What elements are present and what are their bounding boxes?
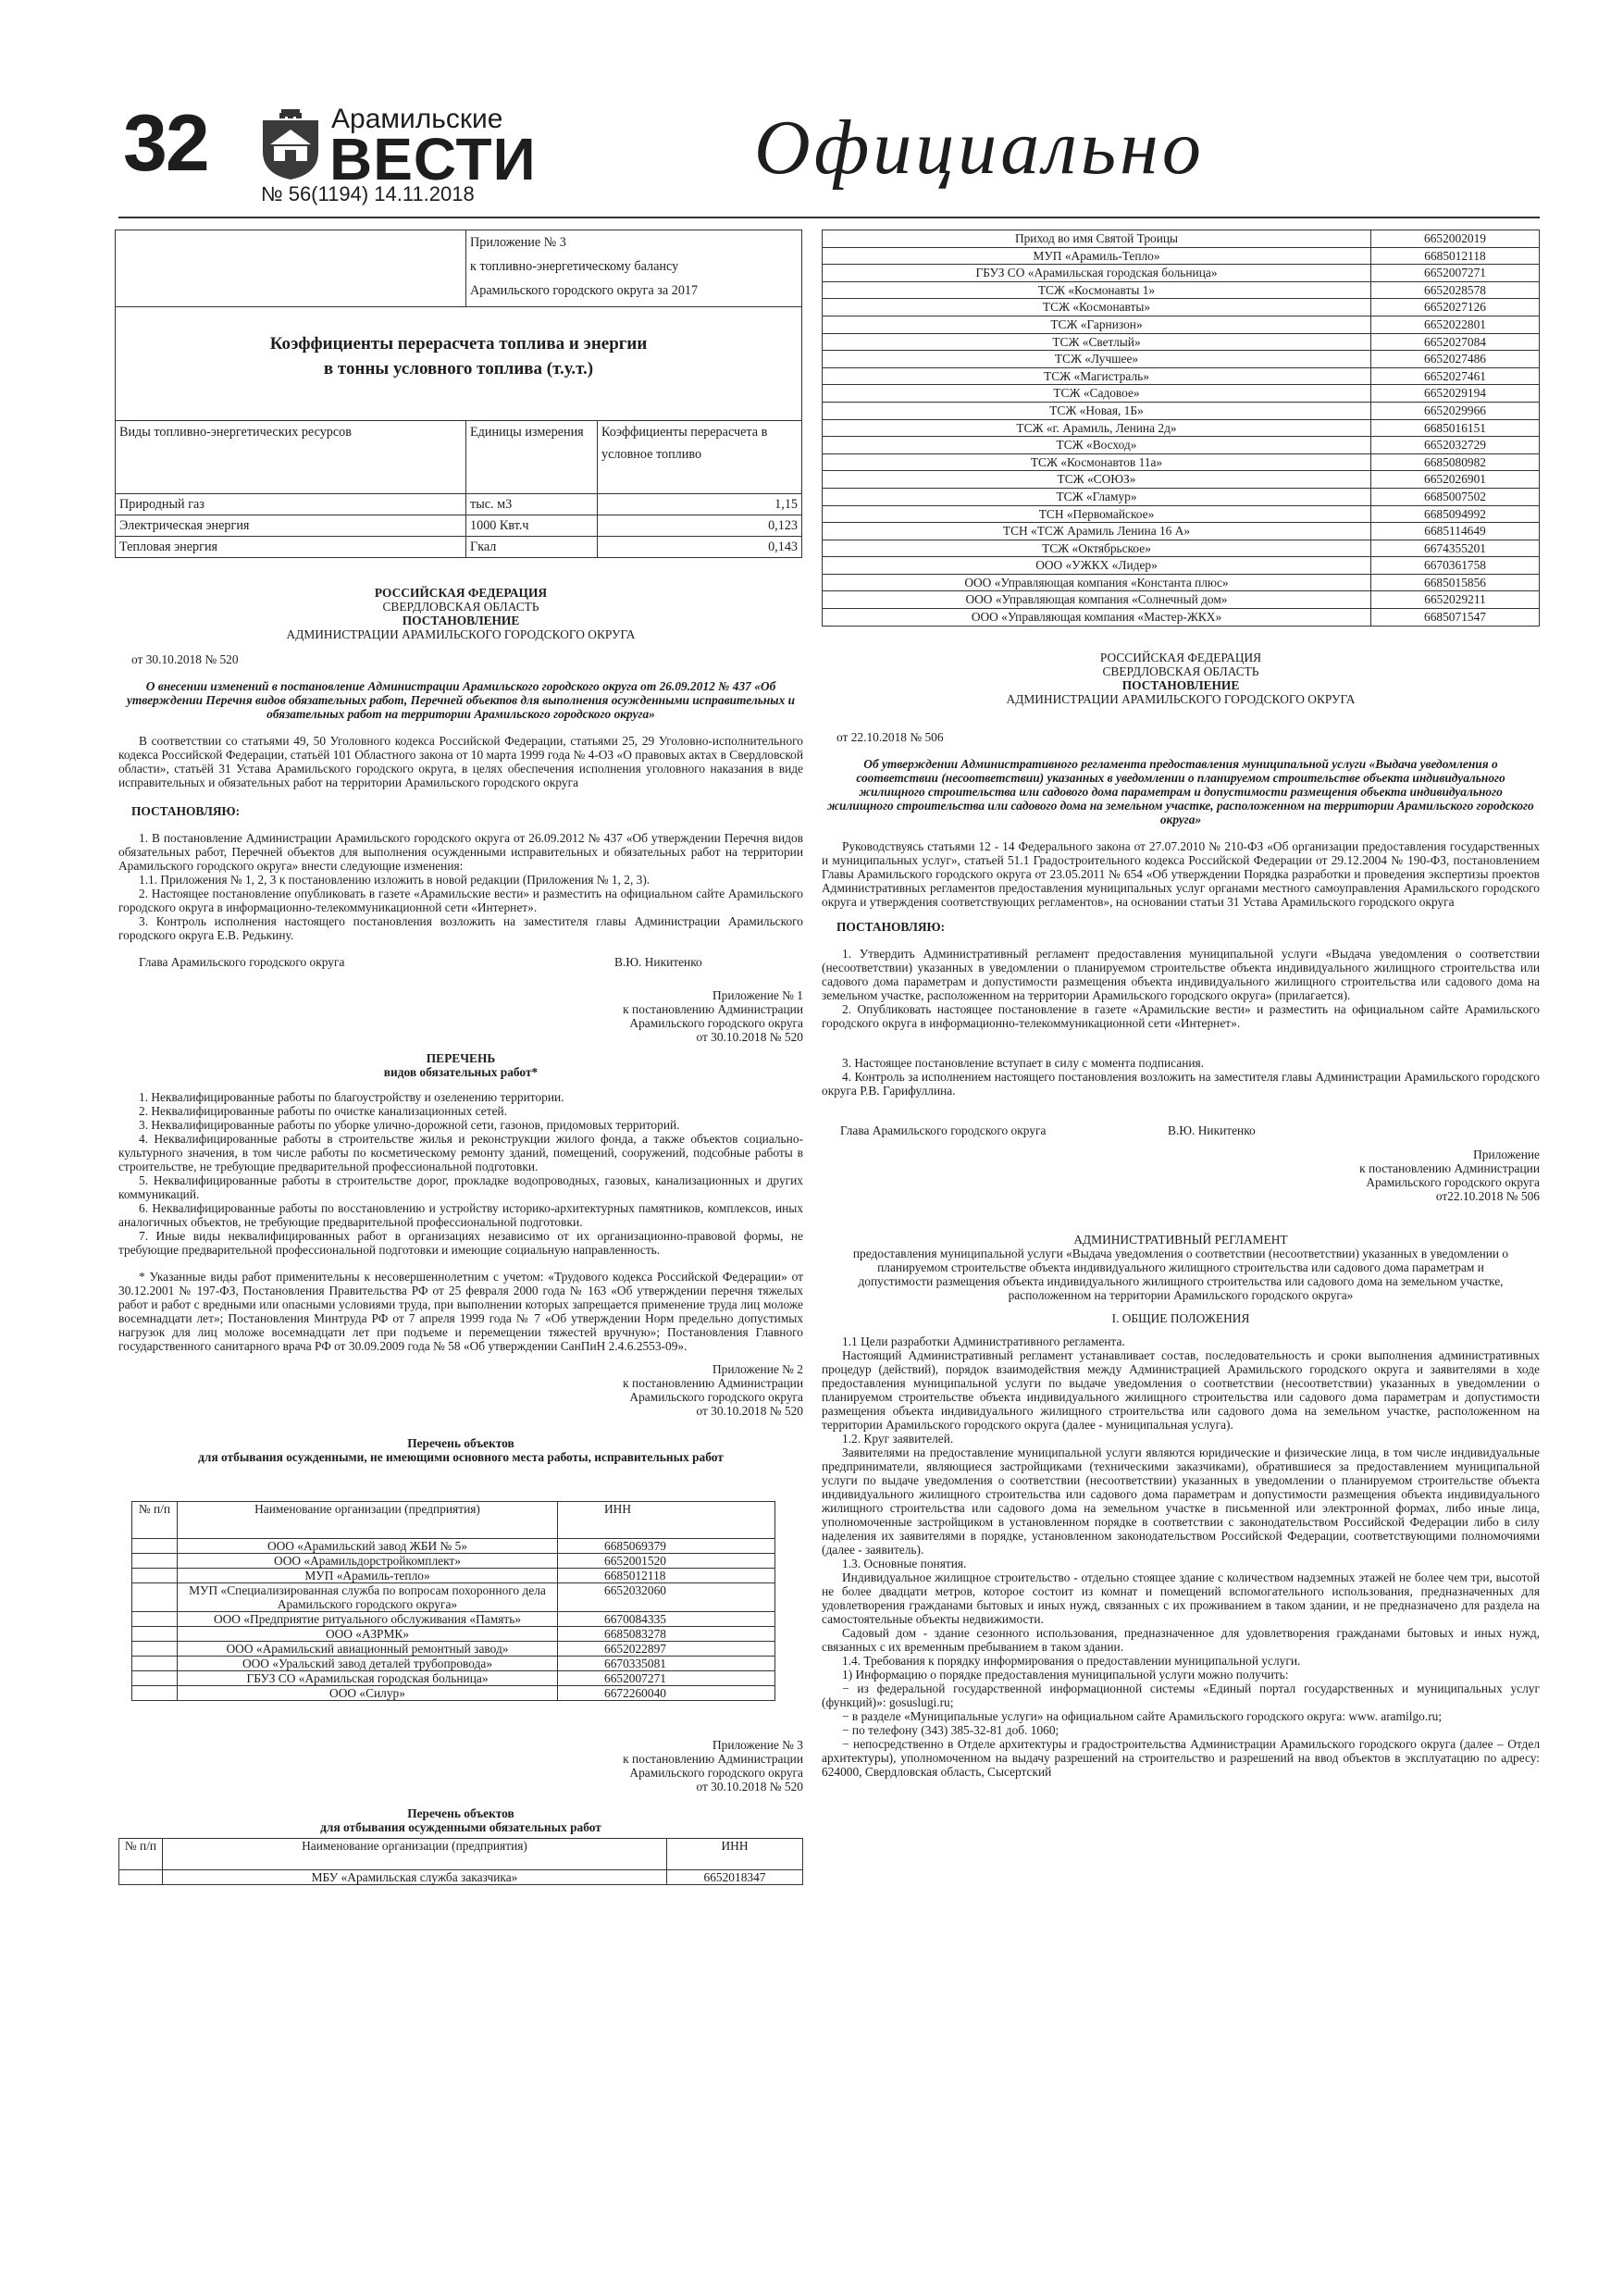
cell-name: ТСЖ «Космонавтов 11а» <box>823 453 1371 471</box>
decree520-date: от 30.10.2018 № 520 <box>131 652 239 666</box>
header-cell: ИНН <box>558 1502 775 1539</box>
table-row <box>823 367 1540 385</box>
cell-name: ООО «Арамильский авиационный ремонтный завод» <box>178 1642 558 1657</box>
app2-table <box>131 1501 775 1701</box>
title-line: Перечень объектов <box>407 1436 514 1450</box>
note-line: к постановлению Администрации <box>623 1002 803 1016</box>
decree506-date: от 22.10.2018 № 506 <box>836 729 944 744</box>
decree520-signature <box>118 955 803 970</box>
cell-name: ТСН «Первомайское» <box>823 505 1371 523</box>
cell-inn: 6685071547 <box>1371 609 1540 627</box>
page-number: 32 <box>123 99 208 188</box>
header-cell: Наименование организации (предприятия) <box>178 1502 558 1539</box>
header-line: АДМИНИСТРАЦИИ АРАМИЛЬСКОГО ГОРОДСКОГО ОКРУГА <box>286 627 636 641</box>
cell-inn: 6652002019 <box>1371 230 1540 248</box>
cell-no <box>132 1569 178 1583</box>
table-row <box>132 1612 775 1627</box>
cell-inn: 6652028578 <box>1371 281 1540 299</box>
cell-no <box>132 1583 178 1612</box>
app3-note <box>118 1738 803 1793</box>
app2-note <box>118 1362 803 1418</box>
decree506-item: 4. Контроль за исполнением настоящего постановления возложить на заместителя главы Администрации Арамильского городского округа Р.В. Гарифуллина. <box>822 1069 1540 1098</box>
cell-inn: 6685007502 <box>1371 488 1540 505</box>
energy-cell: 0,123 <box>598 515 802 537</box>
regulation-title: АДМИНИСТРАТИВНЫЙ РЕГЛАМЕНТ <box>1073 1232 1288 1247</box>
energy-note-line: к топливно-энергетическому балансу <box>470 259 679 274</box>
note-line: Приложение <box>1473 1147 1540 1161</box>
table-row <box>823 281 1540 299</box>
cell-name: МУП «Специализированная служба по вопросам похоронного дела Арамильского городского округа» <box>178 1583 558 1612</box>
app1-item: 5. Неквалифицированные работы в строительстве дорог, прокладке водопроводных, газовых, канализационных и других коммуникаций. <box>118 1173 803 1201</box>
header-line: СВЕРДЛОВСКАЯ ОБЛАСТЬ <box>1102 664 1259 678</box>
cell-name: ТСЖ «Садовое» <box>823 385 1371 403</box>
header-line: СВЕРДЛОВСКАЯ ОБЛАСТЬ <box>382 600 539 614</box>
note-line: Приложение № 1 <box>712 988 803 1002</box>
cell-name: ООО «Арамильский завод ЖБИ № 5» <box>178 1539 558 1554</box>
cell-name: ООО «Управляющая компания «Константа плюс» <box>823 574 1371 591</box>
table-row <box>823 299 1540 316</box>
header-line: РОССИЙСКАЯ ФЕДЕРАЦИЯ <box>1099 650 1262 664</box>
header-cell: Виды топливно-энергетических ресурсов <box>116 421 466 494</box>
cell-inn: 6652032729 <box>1371 437 1540 454</box>
regulation-section: I. ОБЩИЕ ПОЛОЖЕНИЯ <box>1111 1310 1250 1325</box>
regulation-para: − непосредственно в Отделе архитектуры и градостроительства Администрации Арамильского городского округа (далее – Отдел архитектуры), уполномоченном на выдачу разрешений на строительство и разрешений на ввод объектов в эксплуатацию по адресу: 624000, Свердловская область, Сысертский <box>822 1736 1540 1779</box>
table-row <box>823 488 1540 505</box>
cell-name: ГБУЗ СО «Арамильская городская больница» <box>823 265 1371 282</box>
cell-name: ТСЖ «Светлый» <box>823 333 1371 351</box>
cell-inn: 6652007271 <box>558 1671 775 1686</box>
energy-cell: Электрическая энергия <box>116 515 466 537</box>
regulation-para: Садовый дом - здание сезонного использования, предназначенное для удовлетворения гражданами бытовых и иных нужд, связанных с их временным пребыванием в таком здании. <box>822 1625 1540 1654</box>
app1-item: 2. Неквалифицированные работы по очистке канализационных сетей. <box>139 1104 508 1118</box>
cell-inn: 6652026901 <box>1371 471 1540 489</box>
table-row <box>823 351 1540 368</box>
header-line: ПОСТАНОВЛЕНИЕ <box>1121 677 1240 692</box>
signature-name: В.Ю. Никитенко <box>1168 1123 1256 1137</box>
signature-role: Глава Арамильского городского округа <box>139 955 345 969</box>
left-column <box>118 230 803 1885</box>
note-line: Арамильского городского округа <box>629 1016 803 1030</box>
table-row <box>823 265 1540 282</box>
header-line: РОССИЙСКАЯ ФЕДЕРАЦИЯ <box>374 586 548 600</box>
cell-name: ТСЖ «Новая, 1Б» <box>823 402 1371 419</box>
cell-no <box>132 1686 178 1701</box>
cell-name: МУП «Арамиль-Тепло» <box>823 247 1371 265</box>
regulation-para: Настоящий Административный регламент устанавливает состав, последовательность и сроки выполнения административных процедур (действий), порядок взаимодействия между Администрацией Арамильского городского округа и заявителями в ходе предоставления муниципальной услуги по выдаче уведомления о соответствии (несоответствии) указанных в уведомлении о планируемом строительстве объекта индивидуального жилищного строительства или садового дома параметрам и допустимости размещения объекта индивидуального жилищного строительства или садового дома на земельном участке, расположенном на территории Арамильского городского округа (далее - муниципальная услуга). <box>822 1347 1540 1432</box>
table-row <box>132 1671 775 1686</box>
decree520-item: 1. В постановление Администрации Арамильского городского округа от 26.09.2012 № 437 «Об утверждении Перечня видов обязательных работ, Перечней объектов для выполнения осужденными исправительных и обязательных работ на территории Арамильского городского округа» внести следующие изменения: <box>118 831 803 873</box>
cell-name: ООО «Арамильдорстройкомплект» <box>178 1554 558 1569</box>
app1-note <box>118 988 803 1044</box>
energy-cell: тыс. м3 <box>466 494 598 515</box>
cell-inn: 6652032060 <box>558 1583 775 1612</box>
decree520-item: 3. Контроль исполнения настоящего постановления возложить на заместителя главы Администрации Арамильского городского округа Е.В. Редькину. <box>118 914 803 942</box>
cell-inn: 6685083278 <box>558 1627 775 1642</box>
cell-inn: 6685114649 <box>1371 523 1540 540</box>
table-row <box>823 540 1540 557</box>
cell-inn: 6674355201 <box>1371 540 1540 557</box>
energy-cell: 1000 Квт.ч <box>466 515 598 537</box>
note-line: Арамильского городского округа <box>1366 1174 1540 1189</box>
cell-no <box>132 1612 178 1627</box>
cell-name: ТСЖ «Октябрьское» <box>823 540 1371 557</box>
cell-inn: 6672260040 <box>558 1686 775 1701</box>
cell-name: ТСЖ «Гламур» <box>823 488 1371 505</box>
brand-title: ВЕСТИ <box>329 126 537 192</box>
cell-no <box>119 1870 163 1885</box>
energy-cell: 1,15 <box>598 494 802 515</box>
cell-inn: 6670084335 <box>558 1612 775 1627</box>
cell-inn: 6652029966 <box>1371 402 1540 419</box>
table-row <box>132 1583 775 1612</box>
decree520-intro: В соответствии со статьями 49, 50 Уголовного кодекса Российской Федерации, статьями 25, 29 Уголовно-исполнительного кодекса Российской Федерации, статьёй 101 Областного закона от 10 марта 1999 года № 4-ОЗ «О правовых актах в Свердловской области», статьёй 31 Устава Арамильского городского округа, в целях обеспечения исполнения уголовного наказания в виде исправительных и обязательных работ на территории Арамильского городского округа <box>118 734 803 789</box>
header-line: ПОСТАНОВЛЕНИЕ <box>402 614 520 627</box>
table-row <box>823 574 1540 591</box>
table-row <box>132 1539 775 1554</box>
cell-inn: 6685016151 <box>1371 419 1540 437</box>
cell-inn: 6652001520 <box>558 1554 775 1569</box>
signature-role: Глава Арамильского городского округа <box>840 1123 1047 1137</box>
decree506-item: 3. Настоящее постановление вступает в силу с момента подписания. <box>842 1055 1205 1070</box>
decree506-intro: Руководствуясь статьями 12 - 14 Федерального закона от 27.07.2010 № 210-ФЗ «Об организации предоставления государственных и муниципальных услуг», статьей 51.1 Градостроительного кодекса Российской Федерации от 29.12.2004 № 190-ФЗ, постановлением Главы Арамильского городского округа от 23.05.2011 № 654 «Об утверждении Порядка разработки и проведения экспертизы проектов Административных регламентов предоставления муниципальных услуг органами местного самоуправления Арамильского городского округа и утверждения соответствующих регламентов», на основании статьи 31 Устава Арамильского городского округа <box>822 838 1540 909</box>
cell-inn: 6670361758 <box>1371 557 1540 575</box>
app1-footnote: * Указанные виды работ применительны к несовершеннолетним с учетом: «Трудового кодекса Российской Федерации» от 30.12.2001 № 197-ФЗ, Постановления Правительства РФ от 25 февраля 2000 года № 163 «Об утверждении перечня тяжелых работ и работ с вредными или опасными условиями труда, при выполнении которых запрещается применение труда лиц моложе восемнадцати лет»; Постановления Минтруда РФ от 7 апреля 1999 года № 7 «Об утверждении Норм предельно допустимых нагрузок для лиц моложе восемнадцати лет при подъеме и перемещении тяжестей вручную»; Постановления Главного государственного санитарного врача РФ от 30.09.2009 года № 58 «Об утверждении СанПиН 2.4.6.2553-09». <box>118 1270 803 1353</box>
cell-name: МУП «Арамиль-тепло» <box>178 1569 558 1583</box>
note-line: к постановлению Администрации <box>623 1752 803 1766</box>
energy-cell: Тепловая энергия <box>116 537 466 558</box>
cell-inn: 6670335081 <box>558 1657 775 1671</box>
cell-name: ТСЖ «Магистраль» <box>823 367 1371 385</box>
cell-name: ТСН «ТСЖ Арамиль Ленина 16 А» <box>823 523 1371 540</box>
decree506-item: 2. Опубликовать настоящее постановление в газете «Арамильские вести» и разместить на официальном сайте Арамильского городского округа в информационно-телекоммуникационной сети «Интернет». <box>822 1001 1540 1030</box>
decree520-item: 2. Настоящее постановление опубликовать в газете «Арамильские вести» и разместить на официальном сайте Арамильского городского округа в информационно-телекоммуникационной сети «Интернет». <box>118 887 803 914</box>
decree506-note <box>822 1148 1540 1203</box>
note-line: от 30.10.2018 № 520 <box>696 1780 803 1793</box>
decree520-title: О внесении изменений в постановление Администрации Арамильского городского округа от 26.09.2012 № 437 «Об утверждении Перечня видов обязательных работ, Перечней объектов для выполнения осужденными исправительных и обязательных работ на территории Арамильского городского округа» <box>126 679 796 721</box>
note-line: Приложение № 2 <box>712 1362 803 1376</box>
cell-name: ООО «Силур» <box>178 1686 558 1701</box>
regulation-para: Заявителями на предоставление муниципальной услуги являются юридические и физические лица, в том числе индивидуальные предприниматели, являющиеся застройщиками (техническими заказчиками), обратившиеся за предоставлением муниципальной услуги по выдаче уведомления о соответствии (несоответствии) указанных в уведомлении о планируемом строительстве объекта индивидуального жилищного строительства или садового дома параметрам и допустимости размещения объекта индивидуального жилищного строительства или садового дома на земельном участке в письменной или электронной формах, либо иные лица, уполномоченные застройщиком в установленном порядке в соответствии с законодательством Российской Федерации либо в силу наделения их заявителями в порядке, установленном законодательством Российской Федерации, соответствующими полномочиями (далее - заявитель). <box>822 1445 1540 1557</box>
cell-inn: 6652027126 <box>1371 299 1540 316</box>
energy-note-line: Арамильского городского округа за 2017 <box>470 283 699 298</box>
regulation-para: 1.1 Цели разработки Административного регламента. <box>842 1334 1125 1348</box>
cell-name: ТСЖ «Космонавты 1» <box>823 281 1371 299</box>
cell-inn: 6685015856 <box>1371 574 1540 591</box>
table-row <box>823 557 1540 575</box>
decree520-resolve: ПОСТАНОВЛЯЮ: <box>131 804 241 818</box>
regulation-para: 1.3. Основные понятия. <box>842 1556 967 1570</box>
cell-inn: 6652022801 <box>1371 316 1540 333</box>
cell-inn: 6685012118 <box>558 1569 775 1583</box>
cell-name: МБУ «Арамильская служба заказчика» <box>163 1870 667 1885</box>
cell-no <box>132 1642 178 1657</box>
decree520-item: 1.1. Приложения № 1, 2, 3 к постановлению изложить в новой редакции (Приложения № 1, 2, 3). <box>139 873 650 887</box>
regulation-subtitle: предоставления муниципальной услуги «Выдача уведомления о соответствии (несоответствии) указанных в уведомлении о планируемом строительстве объекта индивидуального жилищного строительства или садового дома параметрам и допустимости размещения объекта индивидуального жилищного строительства или садового дома на земельном участке, расположенном на территории Арамильского городского округа» <box>852 1246 1509 1302</box>
table-row <box>823 402 1540 419</box>
cell-name: ТСЖ «Гарнизон» <box>823 316 1371 333</box>
table-row <box>823 247 1540 265</box>
energy-note <box>466 230 802 307</box>
header-cell: Наименование организации (предприятия) <box>163 1839 667 1870</box>
decree506-resolve: ПОСТАНОВЛЯЮ: <box>836 919 946 934</box>
cell-name: ТСЖ «Космонавты» <box>823 299 1371 316</box>
cell-inn: 6685080982 <box>1371 453 1540 471</box>
table-row <box>823 609 1540 627</box>
regulation-para: − из федеральной государственной информационной системы «Единый портал государственных и муниципальных услуг (функций)»: gosuslugi.ru; <box>822 1681 1540 1709</box>
regulation-para: 1.2. Круг заявителей. <box>842 1431 954 1446</box>
cell-inn: 6685069379 <box>558 1539 775 1554</box>
header-cell: ИНН <box>667 1839 803 1870</box>
decree506-header <box>822 651 1540 706</box>
app3-table <box>118 1838 803 1885</box>
title-line: Перечень объектов <box>407 1806 514 1820</box>
table-row <box>823 505 1540 523</box>
note-line: от 30.10.2018 № 520 <box>696 1404 803 1418</box>
title-line: для отбывания осужденными обязательных работ <box>320 1820 601 1834</box>
table-row <box>823 437 1540 454</box>
note-line: Арамильского городского округа <box>629 1390 803 1404</box>
header-cell: № п/п <box>132 1502 178 1539</box>
cell-no <box>132 1671 178 1686</box>
regulation-para: Индивидуальное жилищное строительство - отдельно стоящее здание с количеством надземных этажей не более чем три, высотой не более двадцати метров, которое состоит из комнат и помещений вспомогательного использования, предназначенных для удовлетворения гражданами бытовых и иных нужд, связанных с их проживанием в таком здании, и не предназначено для раздела на самостоятельные объекты недвижимости. <box>822 1570 1540 1626</box>
note-line: от22.10.2018 № 506 <box>1435 1188 1540 1203</box>
cell-name: ООО «АЗРМК» <box>178 1627 558 1642</box>
cell-inn: 6652022897 <box>558 1642 775 1657</box>
cell-name: ТСЖ «г. Арамиль, Ленина 2д» <box>823 419 1371 437</box>
app3-continued-table <box>822 230 1540 627</box>
cell-name: ТСЖ «СОЮЗ» <box>823 471 1371 489</box>
note-line: Приложение № 3 <box>712 1738 803 1752</box>
cell-name: ООО «УЖКХ «Лидер» <box>823 557 1371 575</box>
app1-title <box>118 1051 803 1079</box>
decree520-header <box>118 586 803 641</box>
cell-inn: 6652018347 <box>667 1870 803 1885</box>
table-row <box>823 419 1540 437</box>
table-row <box>823 523 1540 540</box>
header-cell: № п/п <box>119 1839 163 1870</box>
cell-inn: 6652029211 <box>1371 591 1540 609</box>
right-column <box>822 230 1540 1779</box>
app3-title <box>118 1806 803 1834</box>
brand-subtitle: Арамильские <box>331 104 503 134</box>
title-line: видов обязательных работ* <box>383 1065 539 1079</box>
table-row <box>823 230 1540 248</box>
decree506-item: 1. Утвердить Административный регламент предоставления муниципальной услуги «Выдача уведомления о соответствии (несоответствии) указанных в уведомлении о планируемом строительстве объекта индивидуального жилищного строительства или садового дома параметрам и допустимости размещения объекта индивидуального жилищного строительства или садового дома на земельном участке, расположенном на территории Арамильского городского округа» (прилагается). <box>822 946 1540 1002</box>
table-row <box>132 1627 775 1642</box>
note-line: к постановлению Администрации <box>623 1376 803 1390</box>
cell-inn: 6652007271 <box>1371 265 1540 282</box>
regulation-para: 1.4. Требования к порядку информирования о предоставлении муниципальной услуги. <box>842 1653 1301 1668</box>
cell-no <box>132 1627 178 1642</box>
title-line: ПЕРЕЧЕНЬ <box>426 1051 496 1065</box>
app2-title <box>118 1436 803 1464</box>
header-cell: Коэффициенты перерасчета в условное топливо <box>598 421 802 494</box>
table-row <box>119 1870 803 1885</box>
table-row <box>132 1657 775 1671</box>
energy-cell: Природный газ <box>116 494 466 515</box>
cell-inn: 6685012118 <box>1371 247 1540 265</box>
app1-item: 6. Неквалифицированные работы по восстановлению и устройству историко-архитектурных памятников, комплексов, иных аналогичных объектов, не требующие предварительной профессиональной подготовки. <box>118 1201 803 1229</box>
energy-title: в тонны условного топлива (т.у.т.) <box>323 359 594 379</box>
header-line: АДМИНИСТРАЦИИ АРАМИЛЬСКОГО ГОРОДСКОГО ОКРУГА <box>1006 691 1356 706</box>
table-row <box>132 1554 775 1569</box>
cell-no <box>132 1657 178 1671</box>
masthead-rule <box>118 217 1540 218</box>
note-line: Арамильского городского округа <box>629 1766 803 1780</box>
table-row <box>823 591 1540 609</box>
issue-info: № 56(1194) 14.11.2018 <box>261 182 475 205</box>
cell-no <box>132 1554 178 1569</box>
note-line: к постановлению Администрации <box>1359 1160 1540 1175</box>
table-row <box>823 316 1540 333</box>
cell-name: ООО «Уральский завод деталей трубопровода» <box>178 1657 558 1671</box>
app1-item: 3. Неквалифицированные работы по уборке улично-дорожной сети, газонов, придомовых территорий. <box>139 1118 680 1132</box>
table-row <box>132 1569 775 1583</box>
table-row <box>823 453 1540 471</box>
table-row <box>823 385 1540 403</box>
header-cell: Единицы измерения <box>466 421 598 494</box>
cell-inn: 6652027084 <box>1371 333 1540 351</box>
regulation-para: 1) Информацию о порядке предоставления муниципальной услуги можно получить: <box>842 1667 1289 1682</box>
energy-coef-table <box>115 230 802 558</box>
table-row <box>823 471 1540 489</box>
cell-name: Приход во имя Святой Троицы <box>823 230 1371 248</box>
title-line: для отбывания осужденными, не имеющими основного места работы, исправительных работ <box>198 1450 724 1464</box>
table-row <box>132 1642 775 1657</box>
cell-no <box>132 1539 178 1554</box>
app1-item: 7. Иные виды неквалифицированных работ в организациях независимо от их организационно-правовой формы, не требующие предварительной профессиональной подготовки и имеющие социальную направленность. <box>118 1229 803 1257</box>
cell-name: ТСЖ «Лучшее» <box>823 351 1371 368</box>
decree506-title: Об утверждении Административного регламента предоставления муниципальной услуги «Выдача уведомления о соответствии (несоответствии) указанных в уведомлении о планируемом строительстве объекта индивидуального жилищного строительства или садового дома параметрам и допустимости размещения объекта индивидуального жилищного строительства или садового дома на земельном участке, расположенном на территории Арамильского городского округа» <box>827 756 1534 826</box>
cell-name: ООО «Управляющая компания «Мастер-ЖКХ» <box>823 609 1371 627</box>
cell-inn: 6652027461 <box>1371 367 1540 385</box>
table-row <box>132 1686 775 1701</box>
cell-inn: 6652029194 <box>1371 385 1540 403</box>
app1-item: 1. Неквалифицированные работы по благоустройству и озеленению территории. <box>139 1090 564 1104</box>
energy-note-line: Приложение № 3 <box>470 235 566 250</box>
table-row <box>823 333 1540 351</box>
energy-cell: Гкал <box>466 537 598 558</box>
decree506-signature <box>822 1123 1540 1138</box>
cell-name: ГБУЗ СО «Арамильская городская больница» <box>178 1671 558 1686</box>
energy-cell: 0,143 <box>598 537 802 558</box>
energy-title: Коэффициенты перерасчета топлива и энергии <box>269 334 648 354</box>
app1-item: 4. Неквалифицированные работы в строительстве жилья и реконструкции жилого фонда, а также объектов социально-культурного значения, в том числе работы по косметическому ремонту зданий, помещений, сооружений, подсобные работы в строительстве, не требующие предварительной профессиональной подготовки. <box>118 1132 803 1173</box>
cell-inn: 6685094992 <box>1371 505 1540 523</box>
regulation-para: − в разделе «Муниципальные услуги» на официальном сайте Арамильского городского округа: www. aramilgo.ru; <box>842 1708 1443 1723</box>
regulation-para: − по телефону (343) 385-32-81 доб. 1060; <box>842 1722 1059 1737</box>
cell-inn: 6652027486 <box>1371 351 1540 368</box>
cell-name: ТСЖ «Восход» <box>823 437 1371 454</box>
cell-name: ООО «Предприятие ритуального обслуживания «Память» <box>178 1612 558 1627</box>
section-title: Официально <box>754 105 1205 191</box>
coat-of-arms-logo <box>257 107 324 186</box>
signature-name: В.Ю. Никитенко <box>614 955 702 969</box>
note-line: от 30.10.2018 № 520 <box>696 1030 803 1044</box>
cell-name: ООО «Управляющая компания «Солнечный дом» <box>823 591 1371 609</box>
